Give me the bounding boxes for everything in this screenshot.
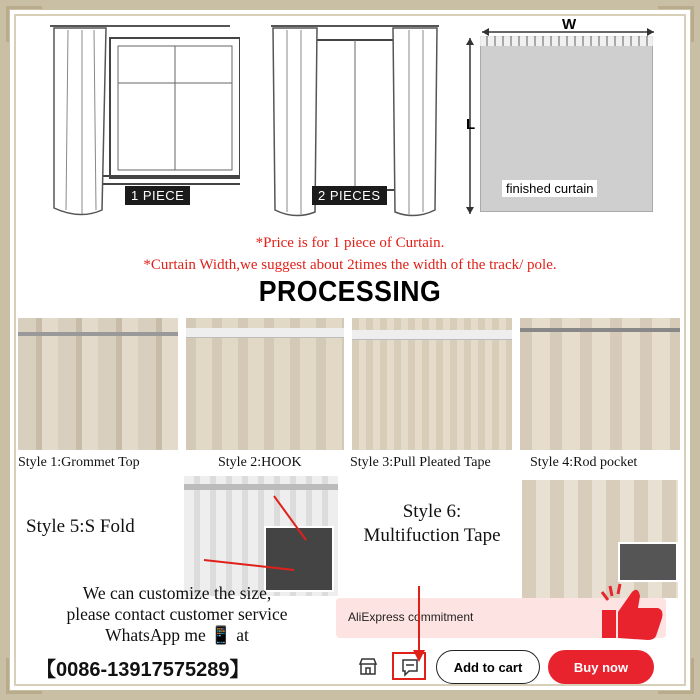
- style-6-label-line1: Style 6:: [402, 501, 462, 522]
- grommet-top-photo: [18, 318, 178, 450]
- style-4-label: Style 4:Rod pocket: [530, 455, 638, 470]
- finished-curtain-label: finished curtain: [502, 180, 597, 197]
- style-6-label-line2: Multifuction Tape: [363, 525, 501, 546]
- price-note: *Price is for 1 piece of Curtain.: [255, 235, 445, 251]
- processing-heading: PROCESSING: [258, 276, 442, 308]
- style-1-label: Style 1:Grommet Top: [18, 455, 140, 470]
- width-note: *Curtain Width,we suggest about 2times the width of the track/ pole.: [143, 257, 557, 273]
- contact-block: [14, 583, 340, 646]
- add-to-cart-button[interactable]: Add to cart: [436, 650, 540, 684]
- contact-line-1: We can customize the size,: [82, 583, 272, 603]
- heading-tape: [480, 36, 653, 46]
- corner-ornament: [658, 6, 694, 42]
- contact-line-2: please contact customer service: [66, 604, 288, 624]
- thumbs-up-icon: [596, 584, 668, 644]
- contact-line-3: WhatsApp me 📱 at: [105, 625, 249, 645]
- multifunction-tape-photo: [522, 480, 678, 598]
- rod-pocket-photo: [520, 318, 680, 450]
- chat-icon[interactable]: [400, 657, 420, 677]
- pull-pleated-tape-photo: [352, 318, 512, 450]
- corner-ornament: [658, 658, 694, 694]
- corner-ornament: [6, 6, 42, 42]
- style-2-label: Style 2:HOOK: [218, 455, 302, 470]
- two-pieces-label: 2 PIECES: [312, 186, 387, 205]
- aliexpress-commitment-text: AliExpress commitment: [348, 610, 474, 624]
- style-6-label: [346, 500, 518, 548]
- style-3-label: Style 3:Pull Pleated Tape: [350, 455, 491, 470]
- hook-photo: [186, 318, 344, 450]
- one-piece-label: 1 PIECE: [125, 186, 190, 205]
- style-5-label: Style 5:S Fold: [26, 516, 135, 537]
- s-fold-photo: [184, 476, 338, 596]
- phone-number: 【0086-13917575289】: [36, 659, 250, 681]
- length-mark: L: [466, 116, 476, 133]
- buy-now-button[interactable]: Buy now: [548, 650, 654, 684]
- store-icon[interactable]: [358, 656, 378, 676]
- width-mark: W: [562, 16, 577, 33]
